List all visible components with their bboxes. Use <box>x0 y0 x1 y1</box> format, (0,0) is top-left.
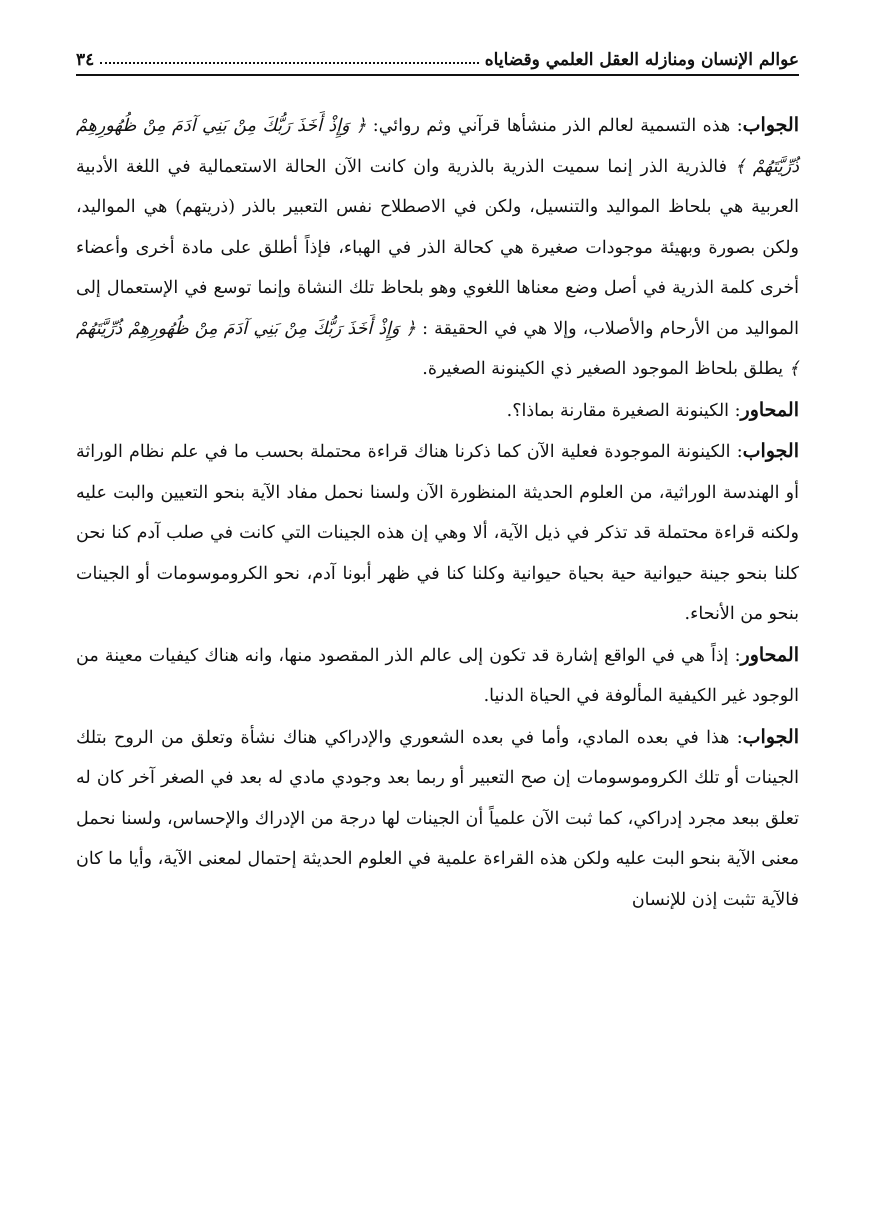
paragraph-text: الكينونة الصغيرة مقارنة بماذا؟. <box>506 400 730 421</box>
running-header <box>76 36 799 76</box>
page-number: ٣٤ <box>76 50 95 70</box>
paragraph-answer-3: الجواب: هذا في بعده المادي، وأما في بعده الشعوري والإدراكي هناك نشأة وتعلق من الروح بتلك الجينات أو تلك الكروموسومات إن صح التعبير أو ربما بعد وجودي مادي له بعد في الصغر آخر كان له تعلق ببعد مجرد إدراكي، كما ثبت الآن علمياً أن الجينات لها درجة من الإدراك والإحساس، ولسنا نحمل معنى الآية بنحو البت عليه ولكن هذه القراءة علمية في العلوم الحديثة إحتمال لمعنى الآية، وأيا ما كان فالآية تثبت إذن للإنسان <box>76 725 799 910</box>
body-text <box>76 105 799 920</box>
speaker-label: الجواب <box>742 114 799 136</box>
paragraph-text: إذاً هي في الواقع إشارة قد تكون إلى عالم الذر المقصود منها، وانه هناك كيفيات معينة من الوجود غير الكيفية المألوفة في الحياة الدنيا. <box>76 645 799 706</box>
paragraph-interlocutor-1: المحاور: الكينونة الصغيرة مقارنة بماذا؟. <box>506 398 799 421</box>
quran-verse: ﴿ وَإِذْ أَخَذَ رَبُّكَ مِنْ بَنِي آدَمَ مِنْ ظُهُورِهِمْ ذُرِّيَّتَهُمْ ﴾ <box>76 116 799 177</box>
paragraph-text: هذه التسمية لعالم الذر منشأها قرآني وثم روائي: <box>366 116 731 136</box>
paragraph-answer-2: الجواب: الكينونة الموجودة فعلية الآن كما ذكرنا هناك قراءة محتملة بحسب ما في علم نظام الوراثة أو الهندسة الوراثية، من العلوم الحديثة المنظورة الآن ولسنا نحمل مفاد الآية بنحو التعيين والبت عليه ولكنه قراءة محتملة قد تذكر في ذيل الآية، ألا وهي إن هذه الجينات التي كانت في صلب آدم كنا نحن كلنا بنحو جينة حيوانية حية بحياة حيوانية وكلنا كنا في ظهر أبونا آدم، نحو الكروموسومات أو الجينات بنحو من الأنحاء. <box>76 440 799 624</box>
paragraph-text: الكينونة الموجودة فعلية الآن كما ذكرنا هناك قراءة محتملة بحسب ما في علم نظام الوراثة أو الهندسة الوراثية، من العلوم الحديثة المنظورة الآن ولسنا نحمل مفاد الآية بنحو التعيين والبت عليه ولكنه قراءة محتملة قد تذكر في ذيل الآية، ألا وهي إن هذه الجينات التي كانت في صلب آدم كنا نحن كلنا بنحو جينة حيوانية حية بحياة حيوانية وكلنا كنا في ظهر أبونا آدم، نحو الكروموسومات أو الجينات بنحو من الأنحاء. <box>76 442 799 624</box>
speaker-label: المحاور <box>740 398 799 421</box>
speaker-label: المحاور <box>740 643 799 666</box>
paragraph-text: فالذرية الذر إنما سميت الذرية بالذرية وان كانت الآن الحالة الاستعمالية في اللغة الأدبية العربية هي بلحاظ المواليد والتنسيل، ولكن في الاصطلاح نفس التعبير بالذر (ذريتهم) هي المواليد، ولكن بصورة وبهيئة موجودات صغيرة هي كحالة الذر في الهباء، فإذاً أطلق على مادة أخرى وأعضاء أخرى كلمة الذرية في أصل وضع معناها اللغوي وهو بلحاظ تلك النشاة وإنما توسع في الإستعمال إلى المواليد من الأرحام والأصلاب، وإلا هي في الحقيقة : <box>76 156 799 339</box>
paragraph-text: يطلق بلحاظ الموجود الصغير ذي الكينونة الصغيرة. <box>422 359 789 379</box>
header-title: عوالم الإنسان ومنازله العقل العلمي وقضاياه <box>484 50 799 70</box>
header-dot-leader <box>100 61 479 64</box>
speaker-label: الجواب <box>742 440 799 462</box>
quran-verse: ﴿ وَإِذْ أَخَذَ رَبُّكَ مِنْ بَنِي آدَمَ مِنْ ظُهُورِهِمْ ذُرِّيَّتَهُمْ ﴾ <box>76 318 799 379</box>
paragraph-text: هذا في بعده المادي، وأما في بعده الشعوري والإدراكي هناك نشأة وتعلق من الروح بتلك الجينات أو تلك الكروموسومات إن صح التعبير أو ربما بعد وجودي مادي له بعد في الصغر آخر كان له تعلق ببعد مجرد إدراكي، كما ثبت الآن علمياً أن الجينات لها درجة من الإدراك والإحساس، ولسنا نحمل معنى الآية بنحو البت عليه ولكن هذه القراءة علمية في العلوم الحديثة إحتمال لمعنى الآية، وأيا ما كان فالآية تثبت إذن للإنسان <box>76 727 799 910</box>
speaker-label: الجواب <box>742 725 799 748</box>
paragraph-answer-1: الجواب: هذه التسمية لعالم الذر منشأها قرآني وثم روائي: ﴿ وَإِذْ أَخَذَ رَبُّكَ مِنْ بَنِي آدَمَ مِنْ ظُهُورِهِمْ ذُرِّيَّتَهُمْ ﴾ فالذرية الذر إنما سميت الذرية بالذرية وان كانت الآن الحالة الاستعمالية في اللغة الأدبية العربية هي بلحاظ المواليد والتنسيل، ولكن في الاصطلاح نفس التعبير بالذر (ذريتهم) هي المواليد، ولكن بصورة وبهيئة موجودات صغيرة هي كحالة الذر في الهباء، فإذاً أطلق على مادة أخرى وأعضاء أخرى كلمة الذرية في أصل وضع معناها اللغوي وهو بلحاظ تلك النشاة وإنما توسع في الإستعمال إلى المواليد من الأرحام والأصلاب، وإلا هي في الحقيقة : ﴿ وَإِذْ أَخَذَ رَبُّكَ مِنْ بَنِي آدَمَ مِنْ ظُهُورِهِمْ ذُرِّيَّتَهُمْ ﴾ يطلق بلحاظ الموجود الصغير ذي الكينونة الصغيرة. <box>76 114 799 379</box>
paragraph-interlocutor-2: المحاور: إذاً هي في الواقع إشارة قد تكون إلى عالم الذر المقصود منها، وانه هناك كيفيات معينة من الوجود غير الكيفية المألوفة في الحياة الدنيا. <box>76 643 799 706</box>
